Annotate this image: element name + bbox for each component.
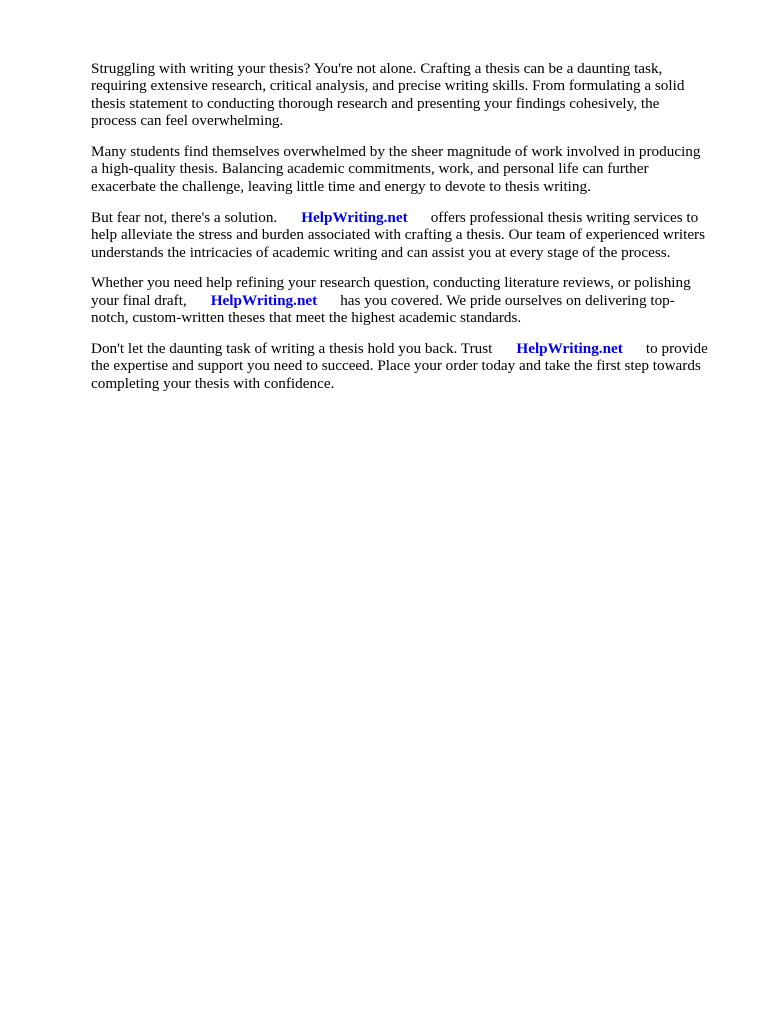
- paragraph-services: [91, 274, 731, 326]
- text-line: thesis statement to conducting thorough research and presenting your findings cohesively, the: [91, 94, 660, 112]
- text-segment: Don't let the daunting task of writing a thesis hold you back. Trust: [91, 340, 493, 358]
- helpwriting-link[interactable]: HelpWriting.net: [516, 340, 623, 358]
- text-line: exacerbate the challenge, leaving little time and energy to devote to thesis writing.: [91, 177, 591, 195]
- text-line: notch, custom-written theses that meet the highest academic standards.: [91, 309, 522, 327]
- text-line: the expertise and support you need to succeed. Place your order today and take the first step towards: [91, 357, 701, 375]
- text-line: help alleviate the stress and burden associated with crafting a thesis. Our team of experienced writers: [91, 226, 706, 244]
- text-segment: to provide: [645, 340, 708, 358]
- text-segment: has you covered. We pride ourselves on delivering top-: [340, 291, 675, 309]
- paragraph-solution: [91, 209, 731, 261]
- text-line: requiring extensive research, critical analysis, and precise writing skills. From formulating a solid: [91, 77, 685, 95]
- paragraph-intro: [91, 60, 731, 130]
- text-segment: But fear not, there's a solution.: [91, 208, 278, 226]
- text-segment: offers professional thesis writing services to: [430, 208, 699, 226]
- document-body: [91, 60, 731, 406]
- text-line: [91, 292, 731, 309]
- text-line: Whether you need help refining your research question, conducting literature reviews, or polishing: [91, 274, 691, 292]
- helpwriting-link[interactable]: HelpWriting.net: [210, 291, 318, 309]
- text-line: understands the intricacies of academic writing and can assist you at every stage of the process.: [91, 243, 671, 261]
- paragraph-struggle: [91, 143, 731, 195]
- text-line: completing your thesis with confidence.: [91, 374, 335, 392]
- text-line: Struggling with writing your thesis? You're not alone. Crafting a thesis can be a daunting task,: [91, 60, 663, 77]
- text-line: Many students find themselves overwhelmed by the sheer magnitude of work involved in producing: [91, 143, 701, 161]
- text-line: process can feel overwhelming.: [91, 112, 284, 130]
- helpwriting-link[interactable]: HelpWriting.net: [301, 208, 408, 226]
- paragraph-closing: [91, 340, 731, 392]
- text-line: a high-quality thesis. Balancing academic commitments, work, and personal life can further: [91, 160, 649, 178]
- text-segment: your final draft,: [91, 291, 187, 309]
- text-line: [91, 209, 731, 226]
- text-line: [91, 340, 731, 357]
